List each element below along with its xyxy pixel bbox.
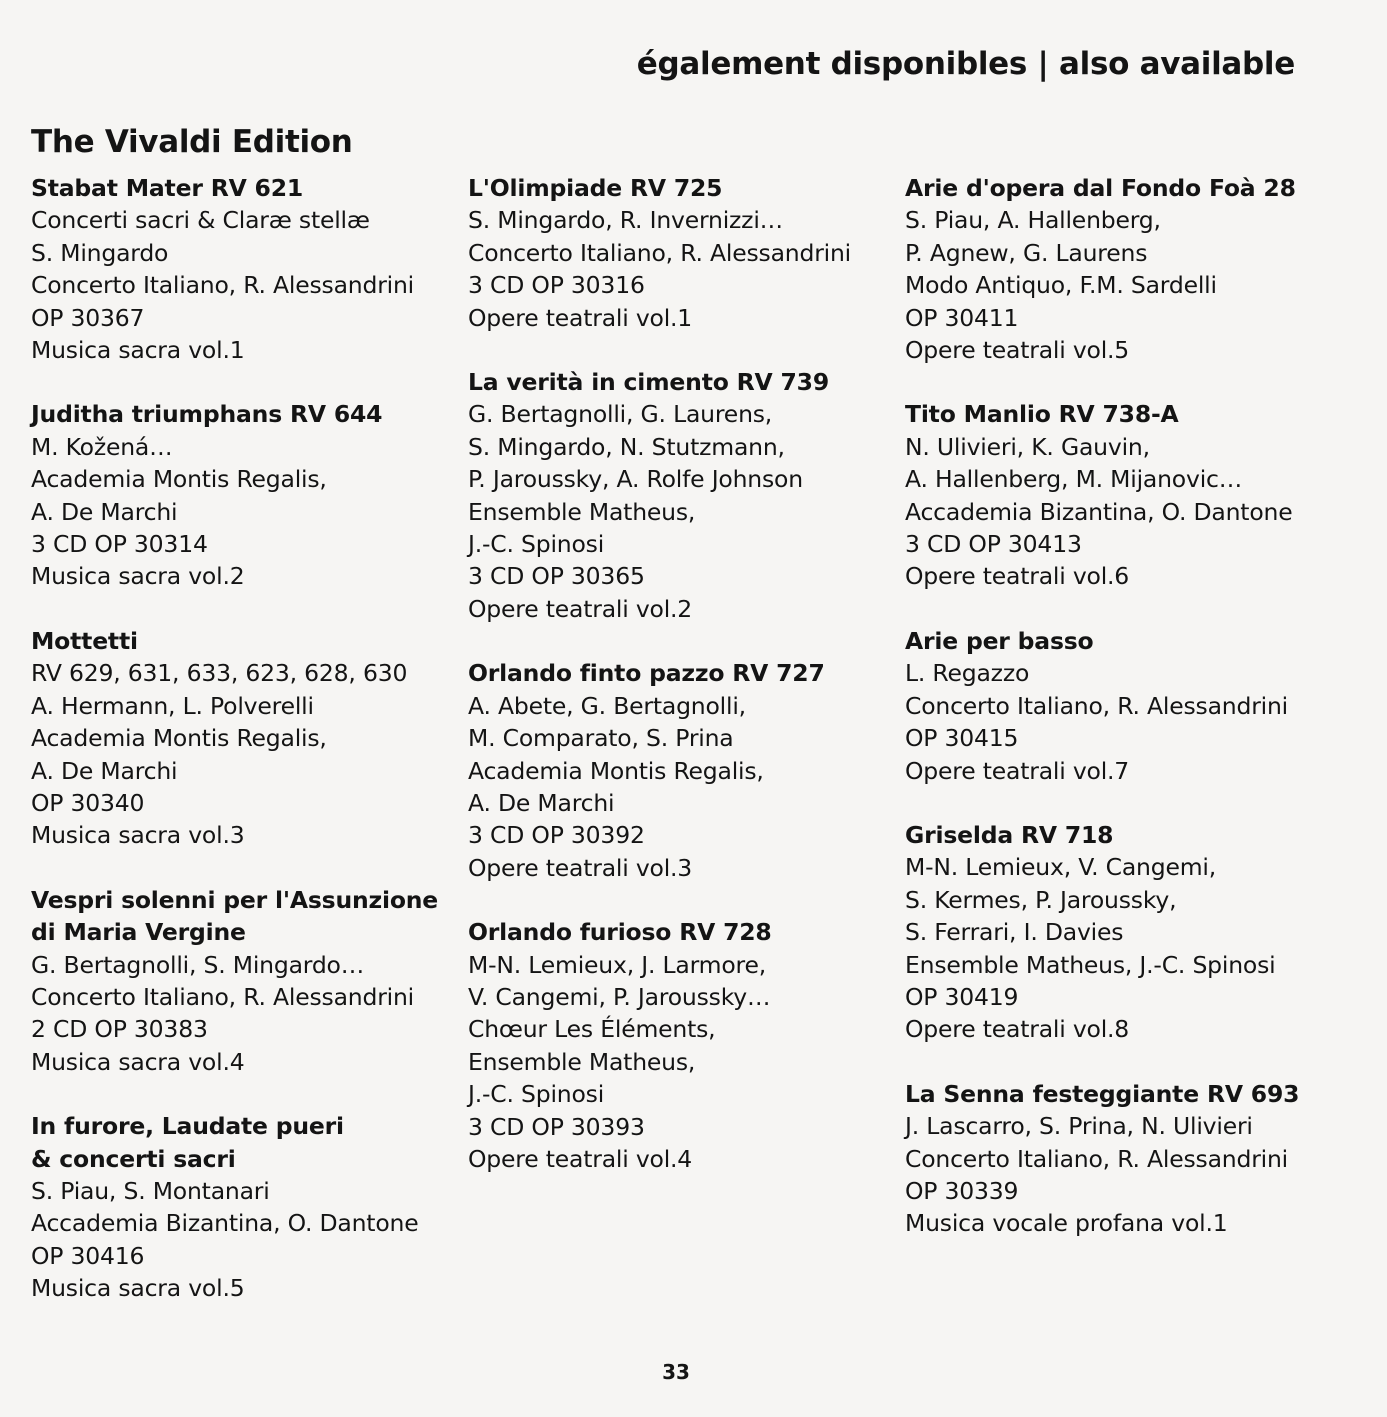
entry-detail: A. Hermann, L. Polverelli (31, 691, 314, 720)
entry-title: Vespri solenni per l'Assunzione (31, 885, 439, 914)
catalog-entry (905, 819, 1335, 1046)
catalog-entry (468, 172, 898, 334)
entry-detail: Opere teatrali vol.1 (468, 303, 693, 332)
entry-detail: Concerto Italiano, R. Alessandrini (468, 238, 852, 267)
catalog-column-1 (31, 172, 461, 1337)
entry-detail: M-N. Lemieux, V. Cangemi, (905, 853, 1216, 882)
entry-detail: 3 CD OP 30393 (468, 1112, 645, 1141)
entry-detail: Musica sacra vol.3 (31, 821, 245, 850)
catalog-entry (905, 398, 1335, 592)
entry-detail: OP 30416 (31, 1241, 145, 1270)
entry-detail: Musica sacra vol.5 (31, 1274, 245, 1303)
catalog-entry (905, 172, 1335, 366)
catalog-entry (31, 398, 461, 592)
entry-detail: J.-C. Spinosi (468, 530, 605, 559)
entry-detail: OP 30415 (905, 724, 1019, 753)
entry-detail: Opere teatrali vol.3 (468, 853, 693, 882)
entry-detail: OP 30411 (905, 303, 1019, 332)
entry-detail: Opere teatrali vol.6 (905, 562, 1130, 591)
catalog-entry (468, 657, 898, 884)
catalog-entry (31, 172, 461, 366)
entry-detail: S. Piau, S. Montanari (31, 1176, 270, 1205)
entry-detail: Academia Montis Regalis, (31, 465, 327, 494)
entry-detail: Musica sacra vol.4 (31, 1047, 245, 1076)
entry-detail: M. Kožená… (31, 432, 173, 461)
entry-detail: J.-C. Spinosi (468, 1080, 605, 1109)
entry-detail: RV 629, 631, 633, 623, 628, 630 (31, 659, 408, 688)
entry-title: L'Olimpiade RV 725 (468, 174, 723, 202)
entry-detail: Opere teatrali vol.2 (468, 594, 693, 623)
entry-detail: OP 30367 (31, 303, 145, 332)
entry-detail: 3 CD OP 30316 (468, 271, 645, 300)
entry-detail: 3 CD OP 30365 (468, 562, 645, 591)
entry-detail: 2 CD OP 30383 (31, 1015, 208, 1044)
entry-detail: S. Mingardo, N. Stutzmann, (468, 432, 785, 461)
entry-detail: Musica vocale profana vol.1 (905, 1209, 1228, 1238)
entry-detail: S. Ferrari, I. Davies (905, 918, 1124, 947)
entry-detail: Academia Montis Regalis, (31, 724, 327, 753)
entry-detail: N. Ulivieri, K. Gauvin, (905, 432, 1150, 461)
entry-detail: P. Jaroussky, A. Rolfe Johnson (468, 465, 803, 494)
entry-detail: A. De Marchi (31, 497, 178, 526)
entry-detail: Concerto Italiano, R. Alessandrini (31, 271, 415, 300)
entry-detail: 3 CD OP 30392 (468, 821, 645, 850)
entry-detail: A. De Marchi (468, 788, 615, 817)
entry-detail: M. Comparato, S. Prina (468, 724, 734, 753)
entry-detail: Academia Montis Regalis, (468, 756, 764, 785)
entry-title: Arie per basso (905, 626, 1094, 655)
entry-detail: Ensemble Matheus, J.-C. Spinosi (905, 950, 1276, 979)
entry-detail: A. Hallenberg, M. Mijanovic… (905, 465, 1243, 494)
entry-detail: OP 30339 (905, 1176, 1019, 1205)
entry-detail: A. Abete, G. Bertagnolli, (468, 691, 746, 720)
entry-detail: Accademia Bizantina, O. Dantone (31, 1209, 419, 1238)
edition-title: The Vivaldi Edition (31, 124, 353, 160)
entry-detail: Concerto Italiano, R. Alessandrini (31, 982, 415, 1011)
entry-title: La Senna festeggiante RV 693 (905, 1079, 1300, 1108)
entry-detail: S. Mingardo (31, 238, 169, 267)
entry-detail: J. Lascarro, S. Prina, N. Ulivieri (905, 1112, 1253, 1141)
entry-detail: Opere teatrali vol.7 (905, 756, 1130, 785)
catalog-column-3 (905, 172, 1335, 1272)
entry-title: Stabat Mater RV 621 (31, 174, 304, 202)
entry-detail: Concerto Italiano, R. Alessandrini (905, 1144, 1289, 1173)
entry-detail: S. Mingardo, R. Invernizzi… (468, 206, 783, 235)
entry-title: In furore, Laudate pueri (31, 1112, 344, 1141)
entry-detail: P. Agnew, G. Laurens (905, 238, 1148, 267)
entry-detail: S. Kermes, P. Jaroussky, (905, 885, 1177, 914)
catalog-entry (31, 884, 461, 1078)
entry-title: La verità in cimento RV 739 (468, 368, 829, 397)
entry-title: Orlando finto pazzo RV 727 (468, 659, 825, 688)
entry-detail: Ensemble Matheus, (468, 497, 696, 526)
entry-detail: V. Cangemi, P. Jaroussky… (468, 982, 771, 1011)
catalog-entry (468, 366, 898, 625)
entry-detail: OP 30340 (31, 788, 145, 817)
entry-detail: A. De Marchi (31, 756, 178, 785)
entry-detail: 3 CD OP 30314 (31, 530, 208, 559)
entry-detail: Opere teatrali vol.4 (468, 1144, 693, 1173)
catalog-entry (31, 625, 461, 852)
entry-detail: 3 CD OP 30413 (905, 530, 1082, 559)
catalog-entry (905, 1078, 1335, 1240)
page-header: également disponibles | also available (636, 46, 1295, 82)
catalog-entry (905, 625, 1335, 787)
entry-title: Mottetti (31, 626, 138, 655)
entry-title: Griselda RV 718 (905, 820, 1114, 849)
entry-detail: Opere teatrali vol.5 (905, 336, 1130, 365)
entry-detail: Opere teatrali vol.8 (905, 1015, 1130, 1044)
entry-detail: Concerto Italiano, R. Alessandrini (905, 691, 1289, 720)
entry-detail: L. Regazzo (905, 659, 1030, 688)
page-number: 33 (662, 1360, 690, 1384)
entry-title: Tito Manlio RV 738-A (905, 400, 1179, 429)
entry-title: Juditha triumphans RV 644 (31, 400, 383, 429)
entry-detail: M-N. Lemieux, J. Larmore, (468, 950, 766, 979)
entry-detail: Concerti sacri & Claræ stellæ (31, 206, 370, 235)
catalog-entry (468, 916, 898, 1175)
entry-detail: Chœur Les Éléments, (468, 1015, 716, 1044)
entry-detail: G. Bertagnolli, G. Laurens, (468, 400, 773, 429)
entry-title: di Maria Vergine (31, 918, 246, 947)
entry-title: Arie d'opera dal Fondo Foà 28 (905, 174, 1296, 202)
catalog-entry (31, 1110, 461, 1304)
entry-detail: G. Bertagnolli, S. Mingardo… (31, 950, 365, 979)
entry-detail: Musica sacra vol.2 (31, 562, 245, 591)
entry-title: Orlando furioso RV 728 (468, 918, 772, 947)
entry-detail: OP 30419 (905, 982, 1019, 1011)
catalog-column-2 (468, 172, 898, 1207)
entry-detail: Accademia Bizantina, O. Dantone (905, 497, 1293, 526)
entry-detail: Modo Antiquo, F.M. Sardelli (905, 271, 1217, 300)
entry-detail: Musica sacra vol.1 (31, 336, 245, 365)
entry-detail: S. Piau, A. Hallenberg, (905, 206, 1161, 235)
entry-detail: Ensemble Matheus, (468, 1047, 696, 1076)
entry-title: & concerti sacri (31, 1144, 236, 1173)
